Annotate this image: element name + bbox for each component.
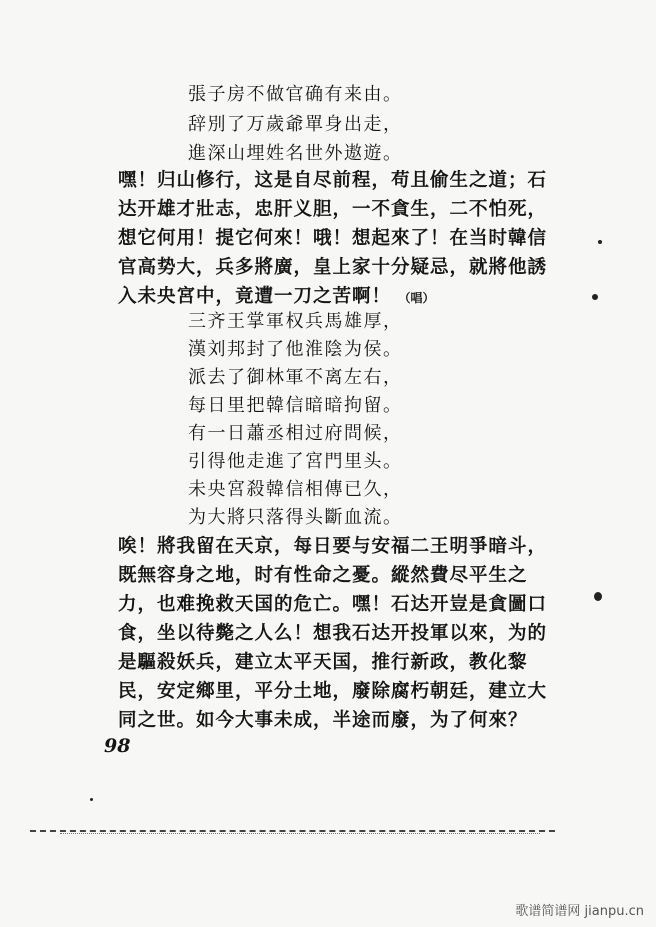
scan-speck <box>90 798 93 801</box>
verse-line: 進深山埋姓名世外遨遊。 <box>188 143 403 164</box>
prose-line: 食，坐以待斃之人么！想我石达开投軍以來，为的 <box>118 623 548 644</box>
prose-line: 达开雄才壯志，忠肝义胆，一不貪生，二不怕死， <box>118 199 548 220</box>
watermark: 歌谱简谱网 jianpu.cn <box>515 904 644 919</box>
bottom-rule <box>30 830 555 832</box>
verse-line: 張子房不做官确有来由。 <box>188 84 403 105</box>
prose-block-2 <box>118 532 548 735</box>
prose-line: 是驅殺妖兵，建立太平天国，推行新政，教化黎 <box>118 652 528 673</box>
verse-line: 辞別了万歲爺單身出走， <box>188 114 403 135</box>
prose-block-1 <box>118 166 548 313</box>
verse-line: 有一日蕭丞相过府問候， <box>188 423 403 444</box>
verse-line: 派去了御林軍不离左右， <box>188 367 403 388</box>
verse-line: 未央宮殺韓信相傳已久， <box>188 479 403 500</box>
bottom-rule-dotted <box>60 833 540 834</box>
prose-line: 唉！將我留在天京，每日要与安福二王明爭暗斗， <box>118 536 548 557</box>
prose-line: 想它何用！提它何來！哦！想起來了！在当时韓信 <box>118 228 548 249</box>
scan-speck <box>592 294 598 300</box>
prose-line: 力，也难挽救天国的危亡。嘿！石达开豈是貪圖口 <box>118 594 548 615</box>
prose-line: 入未央宮中，竟遭一刀之苦啊！ <box>118 286 392 307</box>
prose-line: 既無容身之地，时有性命之憂。縱然費尽平生之 <box>118 565 528 586</box>
verse-line: 漢刘邦封了他淮陰为侯。 <box>188 339 403 360</box>
prose-line: 民，安定鄉里，平分土地，廢除腐朽朝廷，建立大 <box>118 681 548 702</box>
stage-direction: （唱） <box>398 291 435 305</box>
prose-line: 同之世。如今大事未成，半途而廢，为了何來？ <box>118 710 528 731</box>
prose-line: 官高势大，兵多將廣，皇上家十分疑忌，就將他誘 <box>118 257 548 278</box>
prose-line: 嘿！归山修行，这是自尽前程，苟且偷生之道；石 <box>118 170 548 191</box>
verse-line: 三齐王掌軍权兵馬雄厚， <box>188 311 403 332</box>
page-number: 98 <box>104 735 131 757</box>
verse-line: 为大將只落得头斷血流。 <box>188 507 403 528</box>
scan-speck <box>594 592 602 601</box>
verse-line: 引得他走進了宮門里头。 <box>188 451 403 472</box>
verse-line: 每日里把韓信暗暗拘留。 <box>188 395 403 416</box>
scan-speck <box>598 240 602 244</box>
